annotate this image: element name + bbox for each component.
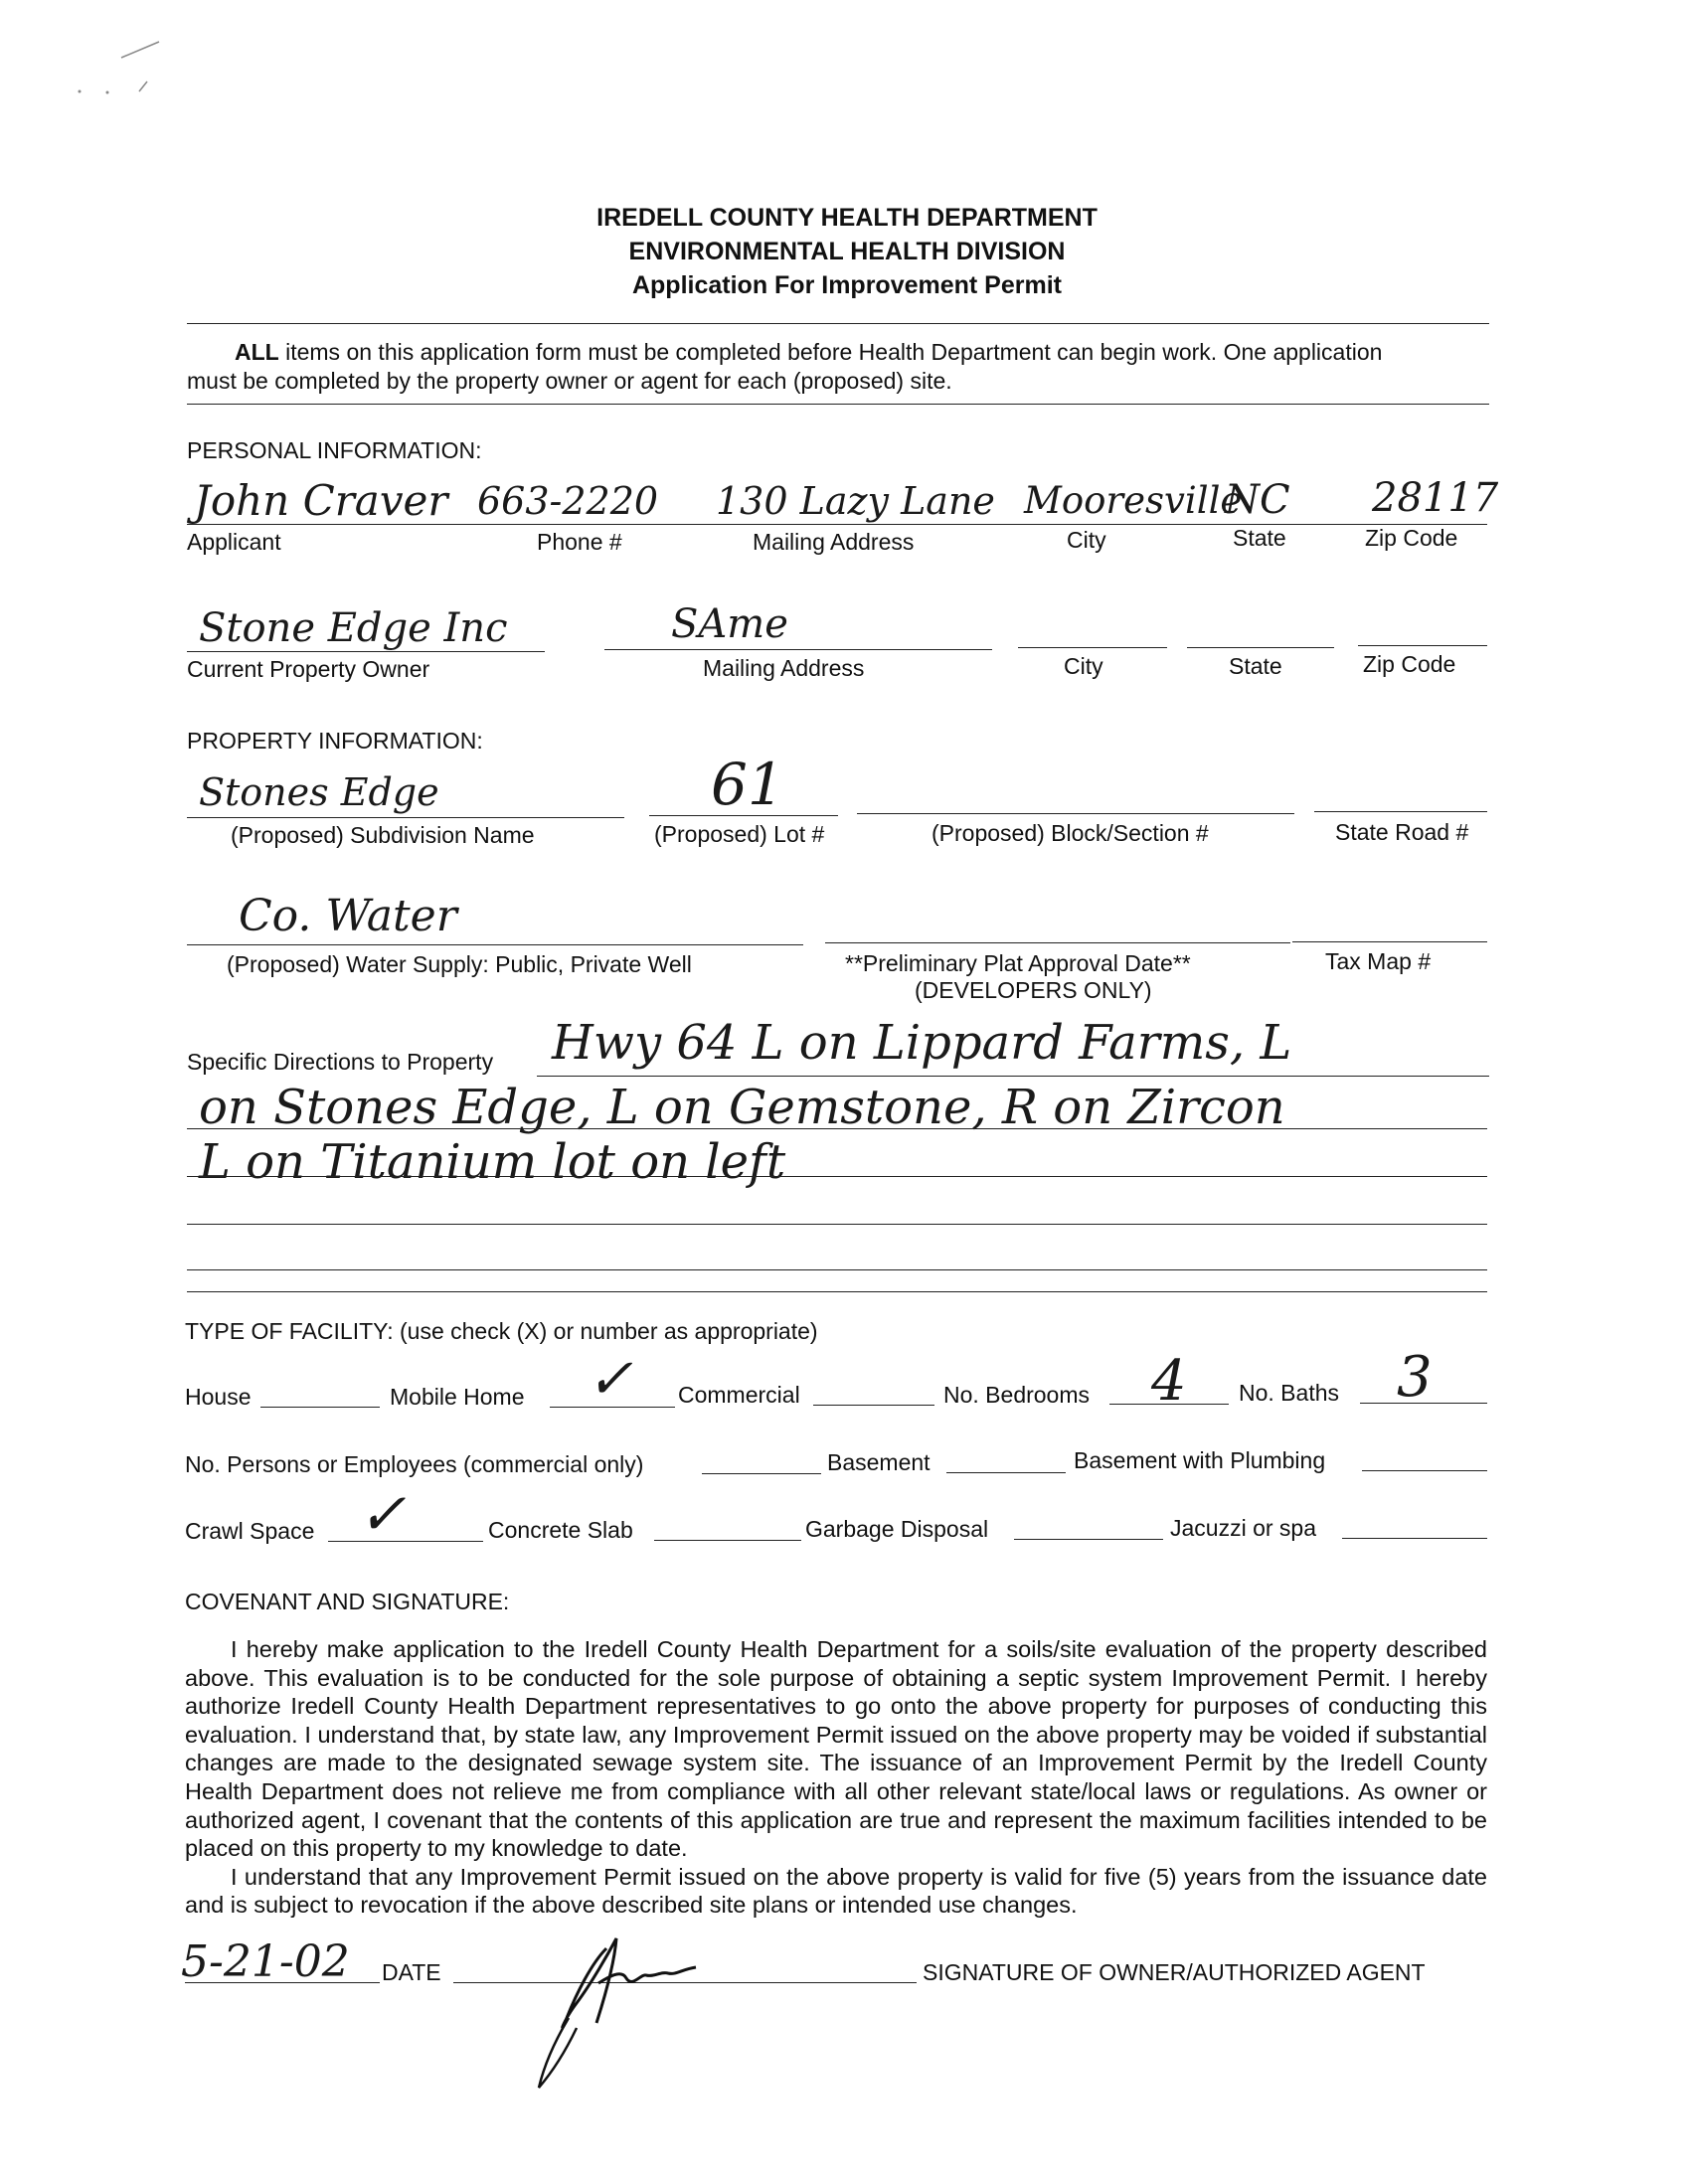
owner-state-line: [1187, 647, 1334, 648]
water-label: (Proposed) Water Supply: Public, Private Well: [227, 951, 692, 977]
personal-heading: PERSONAL INFORMATION:: [187, 437, 482, 463]
covenant-text: [185, 1635, 1487, 1920]
covenant-paragraph-2: I understand that any Improvement Permit issued on the above property is valid for five (5) years from the issuance date and is subject to revocation if the above described site plans or intended use changes.: [185, 1863, 1487, 1919]
block-line: [857, 813, 1294, 814]
lot-line: [649, 815, 838, 816]
division-title: ENVIRONMENTAL HEALTH DIVISION: [628, 238, 1066, 265]
road-label: State Road #: [1335, 819, 1469, 845]
directions-line-4: [187, 1224, 1487, 1225]
rule-top: [187, 323, 1489, 324]
house-label: House: [185, 1384, 252, 1410]
form-title: Application For Improvement Permit: [631, 271, 1062, 299]
intro-line-2: must be completed by the property owner or agent for each (proposed) site.: [187, 368, 952, 394]
crawl-check: ✓: [358, 1480, 407, 1548]
commercial-line: [813, 1405, 934, 1406]
subdivision-value: Stones Edge: [199, 770, 439, 814]
basement-label: Basement: [827, 1449, 931, 1475]
jacuzzi-label: Jacuzzi or spa: [1170, 1515, 1317, 1541]
owner-city-label: City: [1064, 653, 1103, 679]
directions-value-3: L on Titanium lot on left: [199, 1134, 786, 1190]
applicant-value: John Craver: [194, 476, 448, 525]
baths-value: 3: [1397, 1345, 1433, 1410]
baths-label: No. Baths: [1239, 1380, 1339, 1406]
lot-value: 61: [711, 751, 784, 818]
commercial-label: Commercial: [678, 1382, 800, 1408]
crawl-label: Crawl Space: [185, 1518, 315, 1544]
owner-value: Stone Edge Inc: [199, 605, 508, 651]
applicant-label: Applicant: [187, 529, 281, 555]
owner-mailing-label: Mailing Address: [703, 655, 865, 681]
owner-zip-label: Zip Code: [1363, 651, 1456, 677]
zip-value: 28117: [1372, 475, 1499, 521]
directions-value-2: on Stones Edge, L on Gemstone, R on Zircon: [199, 1080, 1285, 1135]
basement-plumb-label: Basement with Plumbing: [1074, 1447, 1326, 1473]
rule-intro: [187, 404, 1489, 405]
bedrooms-label: No. Bedrooms: [943, 1382, 1091, 1408]
subdivision-line: [187, 817, 624, 818]
owner-state-label: State: [1229, 653, 1282, 679]
mobile-check: ✓: [587, 1347, 633, 1412]
owner-line: [187, 651, 545, 652]
bedrooms-value: 4: [1151, 1349, 1187, 1414]
road-line: [1314, 811, 1487, 812]
property-heading: PROPERTY INFORMATION:: [187, 728, 483, 754]
city-value: Mooresville: [1024, 479, 1243, 522]
mailing-label: Mailing Address: [753, 529, 915, 555]
block-label: (Proposed) Block/Section #: [932, 820, 1209, 846]
basement-line: [946, 1472, 1066, 1473]
garbage-label: Garbage Disposal: [805, 1516, 989, 1542]
taxmap-label: Tax Map #: [1325, 948, 1432, 974]
covenant-paragraph-1: I hereby make application to the Iredell County Health Department for a soils/site evaluation of the property described above. This evaluation is to be conducted for the sole purpose of obtaining a septic system Improvement Permit. I hereby authorize Iredell County Health Department representatives to go onto the above property for purposes of conducting this evaluation. I understand that, by state law, any Improvement Permit issued on the above property may be voided if substantial changes are made to the designated sewage system site. The issuance of an Improvement Permit by the Iredell County Health Department does not relieve me from compliance with all other relevant state/local laws or regulations. As owner or authorized agent, I covenant that the contents of this application are true and represent the maximum facilities intended to be placed on this property to my knowledge to date.: [185, 1636, 1487, 1862]
lot-label: (Proposed) Lot #: [654, 821, 825, 847]
state-value: NC: [1225, 477, 1290, 523]
subdivision-label: (Proposed) Subdivision Name: [231, 822, 535, 848]
owner-mailing-value: SAme: [671, 601, 788, 647]
date-label: DATE: [382, 1959, 441, 1985]
directions-line-2: [187, 1128, 1487, 1129]
signature-graphic: [497, 1924, 726, 2102]
date-value-line: [185, 1982, 380, 1983]
phone-label: Phone #: [537, 529, 622, 555]
directions-line-5: [187, 1269, 1487, 1270]
date-value: 5-21-02: [181, 1936, 350, 1987]
covenant-heading: COVENANT AND SIGNATURE:: [185, 1589, 510, 1614]
signature-label: SIGNATURE OF OWNER/AUTHORIZED AGENT: [923, 1959, 1426, 1985]
persons-label: No. Persons or Employees (commercial only): [185, 1451, 644, 1477]
persons-line: [702, 1473, 821, 1474]
mailing-value: 130 Lazy Lane: [716, 479, 995, 523]
house-line: [260, 1407, 380, 1408]
jacuzzi-line: [1342, 1538, 1487, 1539]
owner-zip-line: [1358, 645, 1487, 646]
plat-label: **Preliminary Plat Approval Date**: [845, 950, 1191, 976]
slab-line: [654, 1540, 801, 1541]
zip-label: Zip Code: [1365, 525, 1458, 551]
plat-line: [825, 942, 1290, 943]
water-line: [187, 944, 803, 945]
scan-marks: [60, 30, 179, 119]
mobile-label: Mobile Home: [390, 1384, 525, 1410]
directions-label: Specific Directions to Property: [187, 1049, 494, 1075]
rule-facility: [187, 1291, 1487, 1292]
intro-line-1: ALL items on this application form must be completed before Health Department can begin work. One application: [235, 339, 1383, 365]
applicant-row-line: [187, 524, 1487, 525]
taxmap-line: [1292, 941, 1487, 942]
department-title: IREDELL COUNTY HEALTH DEPARTMENT: [596, 204, 1098, 232]
facility-heading: TYPE OF FACILITY: (use check (X) or number as appropriate): [185, 1318, 818, 1344]
directions-value-1: Hwy 64 L on Lippard Farms, L: [552, 1015, 1292, 1071]
water-value: Co. Water: [239, 891, 457, 941]
phone-value: 663-2220: [477, 479, 659, 523]
garbage-line: [1014, 1539, 1163, 1540]
owner-city-line: [1018, 647, 1167, 648]
owner-mailing-line: [604, 649, 992, 650]
owner-label: Current Property Owner: [187, 656, 430, 682]
basement-plumb-line: [1362, 1470, 1487, 1471]
directions-line-1: [537, 1076, 1489, 1077]
directions-line-3: [187, 1176, 1487, 1177]
slab-label: Concrete Slab: [488, 1517, 633, 1543]
city-label: City: [1067, 527, 1106, 553]
plat-sub-label: (DEVELOPERS ONLY): [915, 977, 1152, 1003]
state-label: State: [1233, 525, 1286, 551]
